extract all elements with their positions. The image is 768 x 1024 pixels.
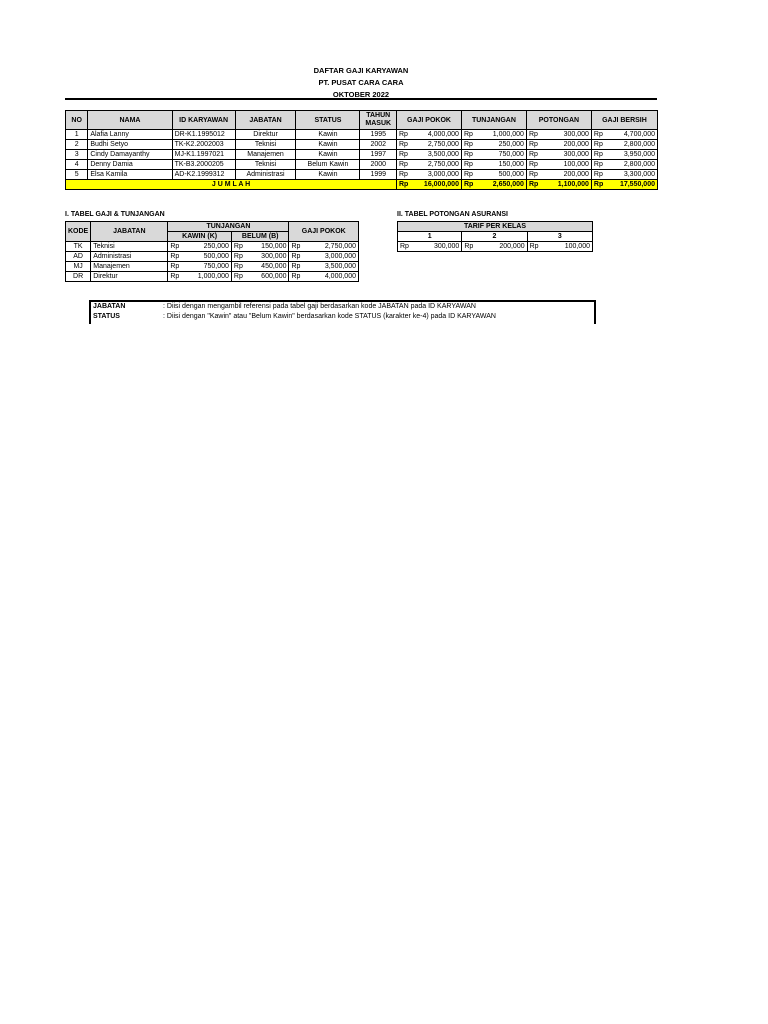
cell-kawin: 1,000,000 xyxy=(182,272,232,282)
tabel2-title: II. TABEL POTONGAN ASURANSI xyxy=(397,211,508,218)
currency-label: Rp xyxy=(526,130,540,140)
currency-label: Rp xyxy=(461,170,475,180)
cell-gaji-pokok: 3,000,000 xyxy=(303,252,359,262)
cell-nama: Elsa Kamila xyxy=(88,170,172,180)
note-jabatan xyxy=(91,302,594,312)
currency-label: Rp xyxy=(289,242,303,252)
insurance-deduction-table xyxy=(397,221,593,252)
t2-header: TARIF PER KELAS xyxy=(398,222,593,232)
cell-tahun: 2000 xyxy=(360,160,397,170)
col-id: ID KARYAWAN xyxy=(172,111,235,130)
cell-no: 1 xyxy=(66,130,88,140)
currency-label: Rp xyxy=(168,252,182,262)
cell-id: TK-K2.2002003 xyxy=(172,140,235,150)
t2-value-2: 200,000 xyxy=(476,242,527,252)
currency-label: Rp xyxy=(231,242,245,252)
cell-tahun: 1999 xyxy=(360,170,397,180)
t1-col-kode: KODE xyxy=(66,222,91,242)
cell-tunjangan: 500,000 xyxy=(476,170,527,180)
cell-jabatan: Teknisi xyxy=(235,160,296,170)
period-label: OKTOBER 2022 xyxy=(332,90,390,99)
cell-status: Kawin xyxy=(296,170,360,180)
cell-nama: Alafia Lanny xyxy=(88,130,172,140)
col-no: NO xyxy=(66,111,88,130)
cell-belum: 600,000 xyxy=(245,272,289,282)
table-row xyxy=(66,242,359,252)
payroll-table xyxy=(65,110,658,190)
currency-label: Rp xyxy=(461,160,475,170)
cell-potongan: 300,000 xyxy=(541,150,592,160)
cell-gaji-bersih: 4,700,000 xyxy=(606,130,658,140)
cell-no: 3 xyxy=(66,150,88,160)
table-row xyxy=(66,130,658,140)
cell-tunjangan: 1,000,000 xyxy=(476,130,527,140)
table-row xyxy=(66,150,658,160)
cell-kawin: 750,000 xyxy=(182,262,232,272)
cell-nama: Denny Damia xyxy=(88,160,172,170)
currency-label: Rp xyxy=(397,150,411,160)
currency-label: Rp xyxy=(591,140,605,150)
cell-belum: 450,000 xyxy=(245,262,289,272)
col-status: STATUS xyxy=(296,111,360,130)
tabel1-title: I. TABEL GAJI & TUNJANGAN xyxy=(65,211,165,218)
currency-label: Rp xyxy=(461,150,475,160)
note-key: JABATAN xyxy=(93,303,126,310)
currency-label: Rp xyxy=(397,130,411,140)
cell-tahun: 1997 xyxy=(360,150,397,160)
currency-label: Rp xyxy=(526,160,540,170)
cell-id: TK-B3.2000205 xyxy=(172,160,235,170)
currency-label: Rp xyxy=(591,170,605,180)
currency-label: Rp xyxy=(591,160,605,170)
cell-jabatan: Administrasi xyxy=(235,170,296,180)
title-divider xyxy=(65,98,657,100)
currency-label: Rp xyxy=(168,272,182,282)
cell-tunjangan: 750,000 xyxy=(476,150,527,160)
cell-gaji-bersih: 3,950,000 xyxy=(606,150,658,160)
company-name: PT. PUSAT CARA CARA xyxy=(318,78,404,87)
cell-kode: TK xyxy=(66,242,91,252)
cell-gaji-pokok: 3,000,000 xyxy=(411,170,462,180)
total-potongan: 1,100,000 xyxy=(541,180,592,190)
currency-label: Rp xyxy=(231,252,245,262)
currency-label: Rp xyxy=(527,242,541,252)
t1-col-belum: BELUM (B) xyxy=(231,232,289,242)
currency-label: Rp xyxy=(591,150,605,160)
currency-label: Rp xyxy=(398,242,412,252)
currency-label: Rp xyxy=(397,170,411,180)
cell-jabatan: Manajemen xyxy=(91,262,168,272)
cell-gaji-bersih: 3,300,000 xyxy=(606,170,658,180)
cell-nama: Budhi Setyo xyxy=(88,140,172,150)
cell-kawin: 250,000 xyxy=(182,242,232,252)
cell-nama: Cindy Damayanthy xyxy=(88,150,172,160)
currency-label: Rp xyxy=(526,150,540,160)
table-row xyxy=(66,252,359,262)
t1-col-gaji-pokok: GAJI POKOK xyxy=(289,222,359,242)
currency-label: Rp xyxy=(231,262,245,272)
col-jabatan: JABATAN xyxy=(235,111,296,130)
t2-value-3: 100,000 xyxy=(541,242,592,252)
cell-potongan: 200,000 xyxy=(541,140,592,150)
col-potongan: POTONGAN xyxy=(526,111,591,130)
cell-potongan: 300,000 xyxy=(541,130,592,140)
currency-label: Rp xyxy=(168,242,182,252)
col-tunjangan: TUNJANGAN xyxy=(461,111,526,130)
note-text: : Diisi dengan "Kawin" atau "Belum Kawin" berdasarkan kode STATUS (karakter ke-4) pada ID KARYAWAN xyxy=(163,313,496,320)
cell-potongan: 200,000 xyxy=(541,170,592,180)
cell-status: Kawin xyxy=(296,140,360,150)
col-gaji-pokok: GAJI POKOK xyxy=(397,111,462,130)
currency-label: Rp xyxy=(526,180,540,190)
col-tahun: TAHUN MASUK xyxy=(360,111,397,130)
total-label: J U M L A H xyxy=(66,180,397,190)
cell-kawin: 500,000 xyxy=(182,252,232,262)
currency-label: Rp xyxy=(526,140,540,150)
currency-label: Rp xyxy=(462,242,476,252)
cell-gaji-pokok: 3,500,000 xyxy=(303,262,359,272)
currency-label: Rp xyxy=(231,272,245,282)
cell-jabatan: Administrasi xyxy=(91,252,168,262)
t2-class-2: 2 xyxy=(462,232,527,242)
table-row xyxy=(66,272,359,282)
document-title: DAFTAR GAJI KARYAWAN xyxy=(313,66,409,75)
cell-tunjangan: 250,000 xyxy=(476,140,527,150)
cell-tahun: 2002 xyxy=(360,140,397,150)
currency-label: Rp xyxy=(591,130,605,140)
cell-gaji-bersih: 2,800,000 xyxy=(606,140,658,150)
cell-jabatan: Teknisi xyxy=(235,140,296,150)
t2-class-3: 3 xyxy=(527,232,592,242)
cell-gaji-bersih: 2,800,000 xyxy=(606,160,658,170)
currency-label: Rp xyxy=(461,140,475,150)
cell-id: DR-K1.1995012 xyxy=(172,130,235,140)
payroll-header-row xyxy=(66,111,658,130)
note-key: STATUS xyxy=(93,313,120,320)
currency-label: Rp xyxy=(461,180,475,190)
salary-allowance-table xyxy=(65,221,359,282)
t2-class-1: 1 xyxy=(398,232,462,242)
currency-label: Rp xyxy=(397,180,411,190)
cell-no: 5 xyxy=(66,170,88,180)
cell-no: 4 xyxy=(66,160,88,170)
cell-potongan: 100,000 xyxy=(541,160,592,170)
t2-values-row xyxy=(398,242,593,252)
cell-jabatan: Manajemen xyxy=(235,150,296,160)
note-text: : Diisi dengan mengambil referensi pada tabel gaji berdasarkan kode JABATAN pada ID KARYAWAN xyxy=(163,303,476,310)
currency-label: Rp xyxy=(289,252,303,262)
notes-box xyxy=(89,300,596,324)
table-row xyxy=(66,262,359,272)
t1-col-jabatan: JABATAN xyxy=(91,222,168,242)
cell-gaji-pokok: 3,500,000 xyxy=(411,150,462,160)
cell-status: Kawin xyxy=(296,130,360,140)
note-status xyxy=(91,312,594,322)
cell-no: 2 xyxy=(66,140,88,150)
currency-label: Rp xyxy=(397,140,411,150)
cell-gaji-pokok: 2,750,000 xyxy=(411,140,462,150)
cell-gaji-pokok: 2,750,000 xyxy=(411,160,462,170)
table-row xyxy=(66,140,658,150)
currency-label: Rp xyxy=(591,180,605,190)
t1-col-kawin: KAWIN (K) xyxy=(168,232,232,242)
t1-col-tunjangan: TUNJANGAN xyxy=(168,222,289,232)
cell-belum: 150,000 xyxy=(245,242,289,252)
currency-label: Rp xyxy=(289,272,303,282)
cell-gaji-pokok: 4,000,000 xyxy=(303,272,359,282)
table-row xyxy=(66,160,658,170)
cell-id: MJ-K1.1997021 xyxy=(172,150,235,160)
cell-tahun: 1995 xyxy=(360,130,397,140)
cell-gaji-pokok: 2,750,000 xyxy=(303,242,359,252)
cell-jabatan: Direktur xyxy=(91,272,168,282)
cell-kode: MJ xyxy=(66,262,91,272)
table-row xyxy=(66,170,658,180)
cell-kode: DR xyxy=(66,272,91,282)
cell-jabatan: Direktur xyxy=(235,130,296,140)
total-gaji-pokok: 16,000,000 xyxy=(411,180,462,190)
total-gaji-bersih: 17,550,000 xyxy=(606,180,658,190)
currency-label: Rp xyxy=(168,262,182,272)
currency-label: Rp xyxy=(526,170,540,180)
col-gaji-bersih: GAJI BERSIH xyxy=(591,111,657,130)
cell-status: Belum Kawin xyxy=(296,160,360,170)
cell-tunjangan: 150,000 xyxy=(476,160,527,170)
total-row xyxy=(66,180,658,190)
cell-jabatan: Teknisi xyxy=(91,242,168,252)
cell-belum: 300,000 xyxy=(245,252,289,262)
currency-label: Rp xyxy=(397,160,411,170)
col-nama: NAMA xyxy=(88,111,172,130)
cell-id: AD-K2.1999312 xyxy=(172,170,235,180)
cell-kode: AD xyxy=(66,252,91,262)
currency-label: Rp xyxy=(461,130,475,140)
cell-status: Kawin xyxy=(296,150,360,160)
currency-label: Rp xyxy=(289,262,303,272)
cell-gaji-pokok: 4,000,000 xyxy=(411,130,462,140)
total-tunjangan: 2,650,000 xyxy=(476,180,527,190)
t2-value-1: 300,000 xyxy=(412,242,462,252)
